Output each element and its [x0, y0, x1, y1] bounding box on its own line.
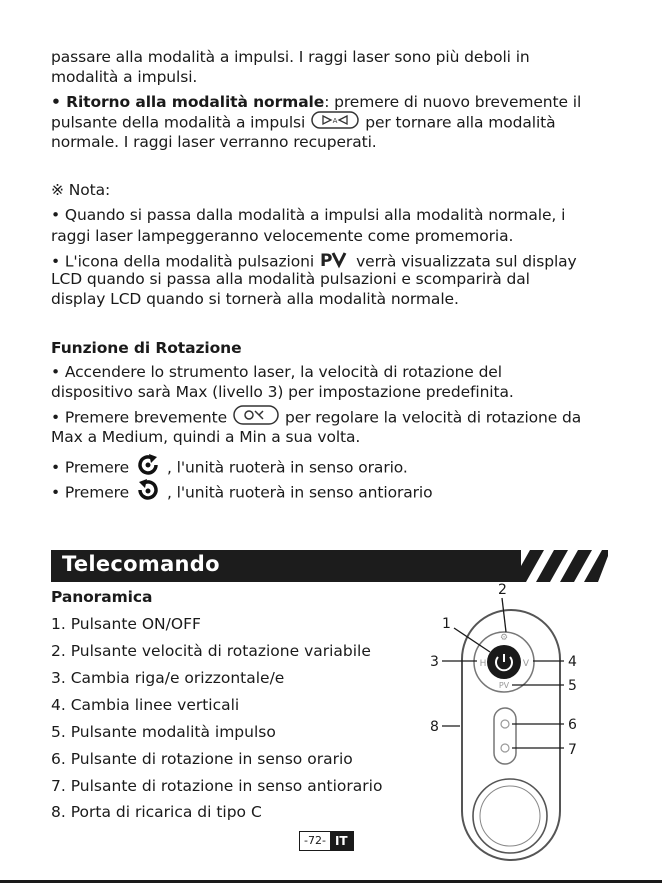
paragraph-line — [51, 477, 433, 509]
paragraph-line: LCD quando si passa alla modalità pulsazioni e scomparirà dal — [51, 270, 530, 288]
text: • L'icona della modalità pulsazioni — [51, 252, 315, 271]
decorative-stripes — [498, 550, 608, 582]
paragraph-line: Max a Medium, quindi a Min a sua volta. — [51, 428, 361, 446]
list-item: 4. Cambia linee verticali — [51, 696, 240, 714]
paragraph-line: • Accendere lo strumento laser, la velocità di rotazione del — [51, 363, 502, 381]
callout-8: 8 — [430, 719, 439, 735]
pulse-button-icon — [311, 111, 359, 135]
svg-text:⚙: ⚙ — [499, 633, 509, 643]
callout-4: 4 — [568, 654, 577, 670]
text: verrà visualizzata sul display — [356, 252, 577, 271]
note-heading: ※ Nota: — [51, 181, 111, 199]
callout-1: 1 — [442, 616, 451, 632]
callout-3: 3 — [430, 654, 439, 670]
paragraph-line — [51, 92, 581, 113]
svg-text:H: H — [479, 659, 487, 669]
callout-6: 6 — [568, 717, 577, 733]
section-title: Telecomando — [62, 552, 220, 576]
paragraph-line: display LCD quando si tornerà alla modalità normale. — [51, 290, 459, 308]
text: • Premere — [51, 458, 130, 477]
subsection-heading: Panoramica — [51, 588, 153, 606]
list-item: 1. Pulsante ON/OFF — [51, 615, 201, 633]
text: , l'unità ruoterà in senso orario. — [167, 458, 408, 477]
text: per tornare alla modalità — [365, 113, 556, 132]
paragraph-line: • Quando si passa dalla modalità a impulsi alla modalità normale, i — [51, 206, 566, 224]
text: • Premere — [51, 483, 130, 502]
text: per regolare la velocità di rotazione da — [285, 408, 582, 427]
svg-text:P: P — [320, 251, 333, 269]
list-item: 2. Pulsante velocità di rotazione variabile — [51, 642, 371, 660]
callout-2: 2 — [498, 582, 507, 598]
text: , l'unità ruoterà in senso antiorario — [167, 483, 433, 502]
list-item: 3. Cambia riga/e orizzontale/e — [51, 669, 285, 687]
svg-text:V: V — [522, 659, 530, 669]
text: pulsante della modalità a impulsi — [51, 113, 306, 132]
callout-7: 7 — [568, 742, 577, 758]
paragraph-line: dispositivo sarà Max (livello 3) per impostazione predefinita. — [51, 383, 514, 401]
callout-5: 5 — [568, 678, 577, 694]
list-item: 7. Pulsante di rotazione in senso antiorario — [51, 777, 383, 795]
paragraph-line: passare alla modalità a impulsi. I raggi laser sono più deboli in — [51, 48, 530, 66]
paragraph-line: raggi laser lampeggeranno velocemente come promemoria. — [51, 227, 514, 245]
page-number: -72- — [304, 834, 326, 847]
svg-text:A: A — [332, 117, 338, 125]
text: : premere di nuovo brevemente il — [324, 93, 582, 111]
bold-heading: • Ritorno alla modalità normale — [51, 93, 325, 111]
paragraph-line — [51, 111, 556, 135]
section-heading: Funzione di Rotazione — [51, 339, 242, 357]
svg-text:PV: PV — [498, 681, 510, 690]
paragraph-line: modalità a impulsi. — [51, 68, 198, 86]
list-item: 5. Pulsante modalità impulso — [51, 723, 276, 741]
page-number-box — [299, 831, 354, 851]
language-tag: IT — [330, 832, 353, 850]
text: • Premere brevemente — [51, 408, 228, 427]
rotate-counterclockwise-icon — [135, 477, 161, 509]
list-item: 8. Porta di ricarica di tipo C — [51, 803, 262, 821]
paragraph-line: normale. I raggi laser verranno recuperati. — [51, 133, 377, 151]
list-item: 6. Pulsante di rotazione in senso orario — [51, 750, 353, 768]
